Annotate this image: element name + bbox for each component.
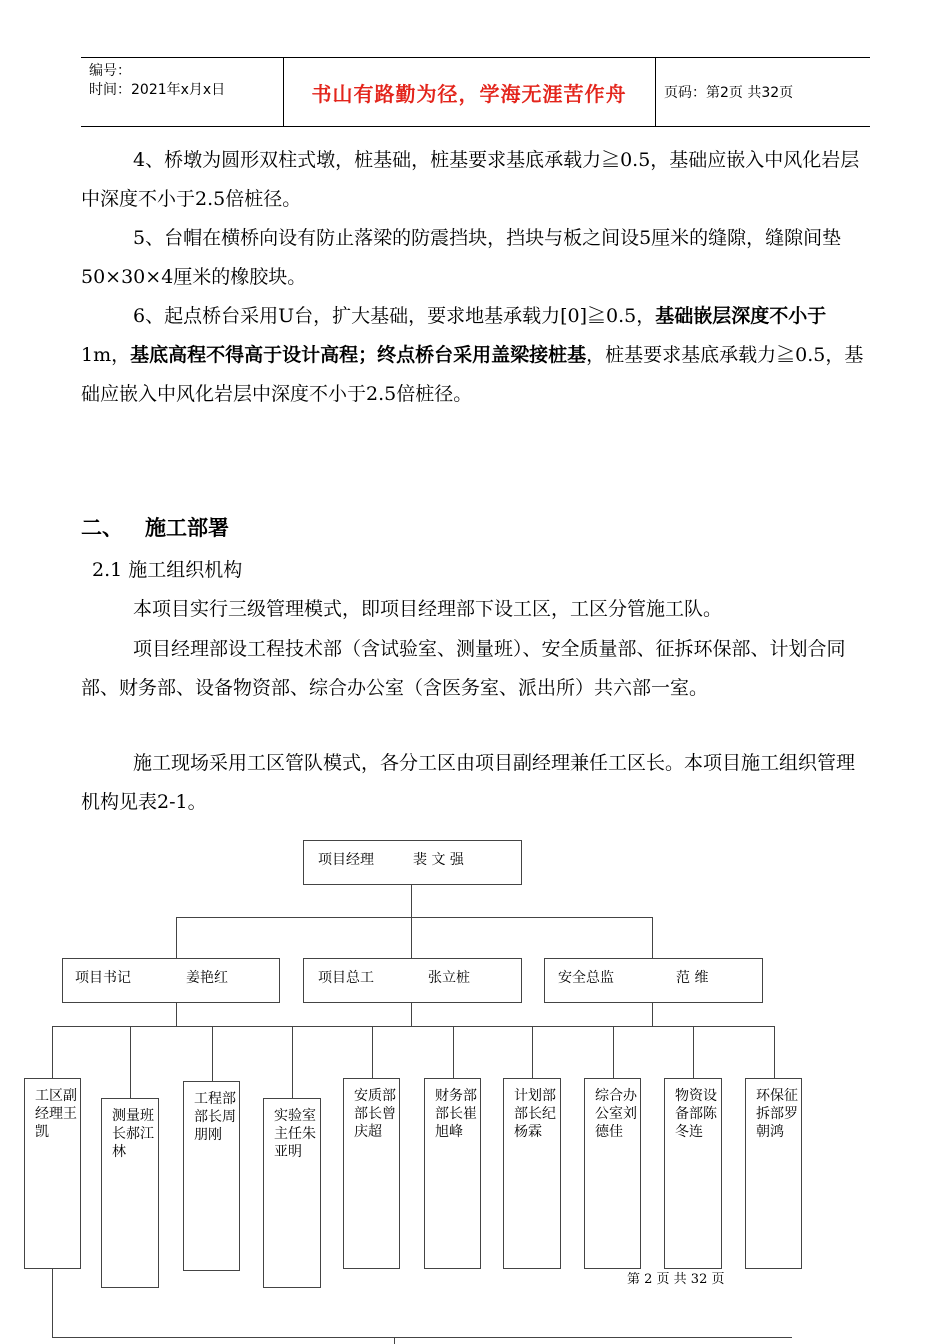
page-footer: 第 2 页 共 32 页: [627, 1272, 725, 1287]
paragraph-5: 5、台帽在横桥向设有防止落梁的防震挡块，挡块与板之间设5厘米的缝隙，缝隙间垫50×30×4厘米的橡胶块。: [81, 227, 842, 288]
header-motto-cell: [283, 58, 656, 126]
org-node-safety-director: 安全总监 范 维: [544, 958, 763, 1003]
connector-line: [292, 1026, 293, 1098]
org-node-environment-dept: 环保征拆部罗朝鸿: [745, 1078, 802, 1269]
connector-line: [453, 1026, 454, 1078]
org-node-materials-dept: 物资设备部陈冬连: [664, 1078, 722, 1269]
header-page-cell: [656, 58, 870, 126]
org-node-project-manager: 项目经理 裴 文 强: [303, 840, 522, 885]
section-paragraph-3: 施工现场采用工区管队模式，各分工区由项目副经理兼任工区长。本项目施工组织管理机构见表2-1。: [81, 752, 856, 813]
org-node-party-secretary: 项目书记 姜艳红: [62, 958, 280, 1003]
org-node-finance-dept: 财务部部长崔旭峰: [424, 1078, 481, 1269]
header-motto: 书山有路勤为径，学海无涯苦作舟: [311, 81, 627, 106]
section-paragraph-1: 本项目实行三级管理模式，即项目经理部下设工区，工区分管施工队。: [133, 598, 723, 620]
connector-line: [532, 1026, 533, 1078]
org-node-safety-quality-dept: 安质部部长曾庆超: [343, 1078, 400, 1269]
document-time-label: 时间：2021年x月x日: [89, 82, 226, 98]
org-node-planning-dept: 计划部部长纪杨霖: [503, 1078, 561, 1269]
connector-line: [411, 917, 412, 958]
connector-line: [411, 1002, 412, 1027]
subsection-heading: 2.1 施工组织机构: [92, 559, 243, 581]
paragraph-4: 4、桥墩为圆形双柱式墩，桩基础，桩基要求基底承载力≧0.5，基础应嵌入中风化岩层中深度不小于2.5倍桩径。: [81, 149, 860, 210]
org-node-general-office: 综合办公室刘德佳: [584, 1078, 641, 1269]
header-page-info: 页码：第2页 共32页: [664, 85, 794, 101]
connector-line: [774, 1026, 775, 1078]
connector-line: [652, 1002, 653, 1027]
paragraph-6: 6、起点桥台采用U台，扩大基础，要求地基承载力[0]≧0.5，基础嵌层深度不小于1m，基底高程不得高于设计高程；终点桥台采用盖梁接桩基，桩基要求基底承载力≧0.5，基础应嵌入中风化岩层中深度不小于2.5倍桩径。: [81, 305, 864, 405]
connector-line: [394, 1337, 395, 1344]
connector-line: [212, 1026, 213, 1081]
org-node-engineering-dept: 工程部部长周朋刚: [183, 1081, 240, 1271]
connector-line: [411, 884, 412, 918]
connector-line: [130, 1026, 131, 1098]
connector-line: [176, 917, 177, 958]
section-heading: 二、 施工部署: [81, 516, 229, 540]
org-node-laboratory: 实验室主任朱亚明: [263, 1098, 321, 1288]
connector-line: [372, 1026, 373, 1078]
connector-line: [52, 1026, 774, 1027]
connector-line: [652, 917, 653, 958]
connector-line: [52, 1268, 53, 1338]
header-meta: [81, 58, 284, 126]
connector-line: [176, 917, 653, 918]
connector-line: [52, 1026, 53, 1078]
connector-line: [176, 1002, 177, 1027]
page-header: [81, 57, 870, 127]
section-paragraph-2: 项目经理部设工程技术部（含试验室、测量班）、安全质量部、征拆环保部、计划合同部、财务部、设备物资部、综合办公室（含医务室、派出所）共六部一室。: [81, 638, 846, 699]
org-node-chief-engineer: 项目总工 张立桩: [303, 958, 522, 1003]
org-node-survey-team: 测量班长郝江林: [101, 1098, 159, 1288]
org-node-work-area: 工区副经理王凯: [24, 1078, 81, 1269]
connector-line: [52, 1337, 792, 1338]
connector-line: [693, 1026, 694, 1078]
connector-line: [613, 1026, 614, 1078]
document-number-label: 编号：: [89, 63, 131, 79]
